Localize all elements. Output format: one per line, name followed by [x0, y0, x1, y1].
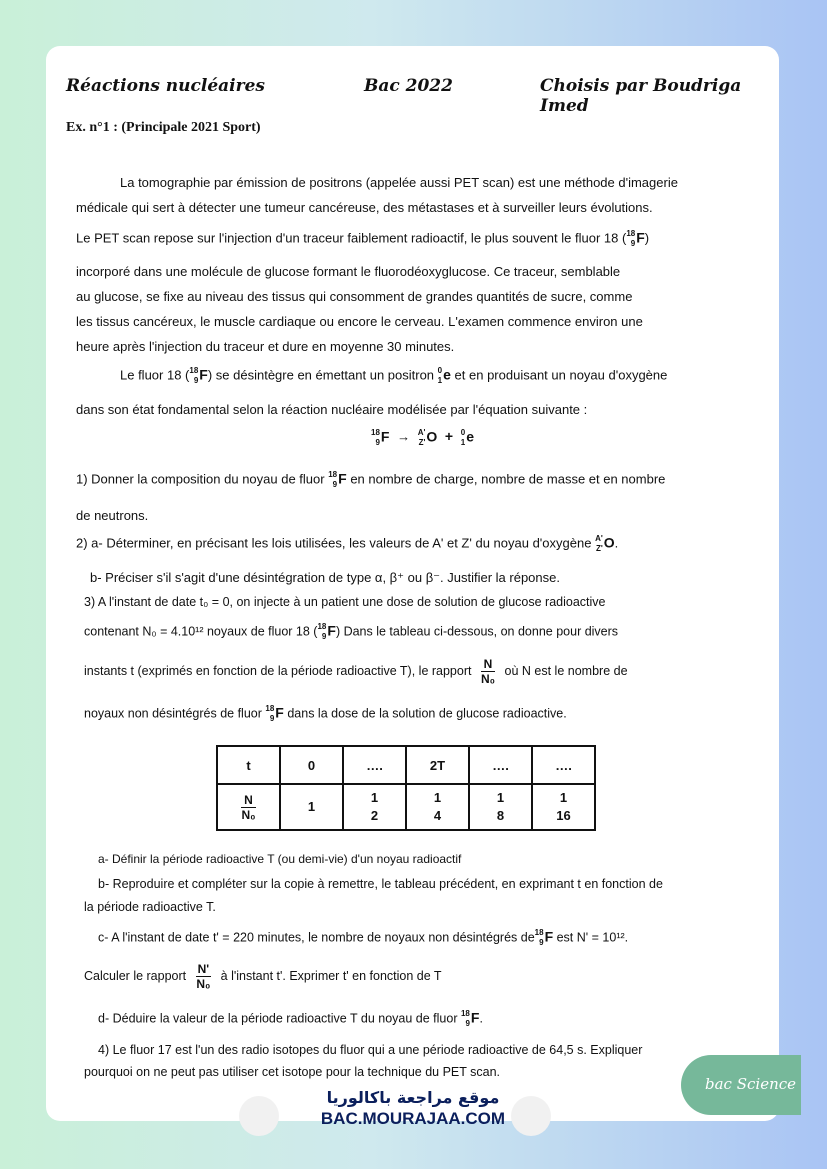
table-cell: 2T	[406, 746, 469, 784]
table-cell: 1 4	[406, 784, 469, 830]
question-3-line-2: contenant N₀ = 4.10¹² noyaux de fluor 18 ( 18 9 F) Dans le tableau ci-dessous, on donne pour divers	[84, 622, 619, 641]
footer-site-link[interactable]: BAC.MOURAJAA.COM	[320, 1109, 506, 1128]
footer-arabic: موقع مراجعة باكالوريا	[326, 1088, 500, 1107]
table-cell: ….	[532, 746, 595, 784]
decay-line-1: Le fluor 18 ( 18 9 F) se désintègre en émettant un positron 0 1 e et en produisant un noyau d'oxygène	[120, 366, 668, 385]
decay-table	[216, 745, 596, 831]
table-cell: 1 8	[469, 784, 532, 830]
intro-line-7: heure après l'injection du traceur et dure en moyenne 30 minutes.	[76, 339, 455, 354]
question-3-line-3: instants t (exprimés en fonction de la période radioactive T), le rapport $\frac{N}{\text{N₀}}$ où N est le nombre de	[84, 657, 628, 686]
table-cell: t	[217, 746, 280, 784]
table-cell: 1	[280, 784, 343, 830]
table-row	[217, 746, 595, 784]
intro-line-2: médicale qui sert à détecter une tumeur cancéreuse, des métastases et à surveiller leurs évolutions.	[76, 200, 653, 215]
decay-line-2: dans son état fondamental selon la réaction nucléaire modélisée par l'équation suivante :	[76, 402, 588, 417]
intro-line-5: au glucose, se fixe au niveau des tissus qui consomment de grandes quantités de sucre, comme	[76, 289, 633, 304]
question-4-line-2: pourquoi on ne peut pas utiliser cet isotope pour la technique du PET scan.	[84, 1065, 501, 1079]
header-author: Choisis par Boudriga Imed	[540, 76, 742, 116]
question-3-line-1: 3) A l'instant de date t₀ = 0, on injecte à un patient une dose de solution de glucose radioactive	[84, 595, 606, 609]
sub-question-c-line-2: Calculer le rapport $\frac{N'}{\text{N₀}}$ à l'instant t'. Exprimer t' en fonction de T	[84, 962, 442, 991]
table-cell: 0	[280, 746, 343, 784]
sub-question-b-line-2: la période radioactive T.	[84, 900, 216, 914]
sub-question-a: a- Définir la période radioactive T (ou demi-vie) d'un noyau radioactif	[98, 852, 462, 866]
header-topic: Réactions nucléaires	[66, 76, 265, 96]
question-2a: 2) a- Déterminer, en précisant les lois utilisées, les valeurs de A' et Z' du noyau d'oxygène A' Z' O.	[76, 534, 619, 553]
intro-line-3-text: Le PET scan repose sur l'injection d'un traceur faiblement radioactif, le plus souvent le fluor 18 (	[76, 230, 627, 246]
table-cell: $\frac{N}{\text{N₀}}$	[217, 784, 280, 830]
nuclear-equation: 18 9 F → A' Z' O + 0 1 e	[371, 428, 474, 447]
sub-question-b-line-1: b- Reproduire et compléter sur la copie à remettre, le tableau précédent, en exprimant t en fonction de	[98, 877, 663, 891]
question-1: 1) Donner la composition du noyau de fluor 18 9 F en nombre de charge, nombre de masse et en nombre	[76, 470, 666, 489]
fluorine-isotope-notation: 18 9	[189, 366, 199, 385]
table-cell: ….	[469, 746, 532, 784]
sub-question-c-line-1: c- A l'instant de date t' = 220 minutes, le nombre de noyaux non désintégrés de 18 9 F est N' = 10¹².	[98, 928, 629, 947]
question-1-end: de neutrons.	[76, 508, 149, 523]
bac-science-badge: bac Science	[681, 1055, 801, 1115]
site-footer	[243, 1088, 583, 1129]
ratio-n-over-n0: $\frac{N}{\text{N₀}}$	[480, 657, 496, 686]
document-page	[46, 46, 779, 1121]
positron-notation: 0 1	[437, 366, 443, 385]
table-cell: 1 16	[532, 784, 595, 830]
table-row	[217, 784, 595, 830]
fluorine-isotope-notation: 18 9	[626, 229, 636, 248]
intro-line-3: Le PET scan repose sur l'injection d'un traceur faiblement radioactif, le plus souvent le fluor 18 ( 18 9 F)	[76, 229, 650, 248]
table-cell: 1 2	[343, 784, 406, 830]
question-4-line-1: 4) Le fluor 17 est l'un des radio isotopes du fluor qui a une période radioactive de 64,5 s. Expliquer	[98, 1043, 643, 1057]
intro-line-1: La tomographie par émission de positrons (appelée aussi PET scan) est une méthode d'imagerie	[120, 175, 678, 190]
intro-line-4: incorporé dans une molécule de glucose formant le fluorodéoxyglucose. Ce traceur, semblable	[76, 264, 621, 279]
header-year: Bac 2022	[364, 76, 453, 96]
exercise-title: Ex. n°1 : (Principale 2021 Sport)	[66, 120, 261, 135]
question-3-line-4: noyaux non désintégrés de fluor 18 9 F dans la dose de la solution de glucose radioactive.	[84, 704, 567, 723]
sub-question-d: d- Déduire la valeur de la période radioactive T du noyau de fluor 18 9 F.	[98, 1009, 483, 1028]
intro-line-6: les tissus cancéreux, le muscle cardiaque ou encore le cerveau. L'examen commence environ une	[76, 314, 643, 329]
question-2b: b- Préciser s'il s'agit d'une désintégration de type α, β⁺ ou β⁻. Justifier la réponse.	[90, 570, 560, 585]
table-cell: ….	[343, 746, 406, 784]
